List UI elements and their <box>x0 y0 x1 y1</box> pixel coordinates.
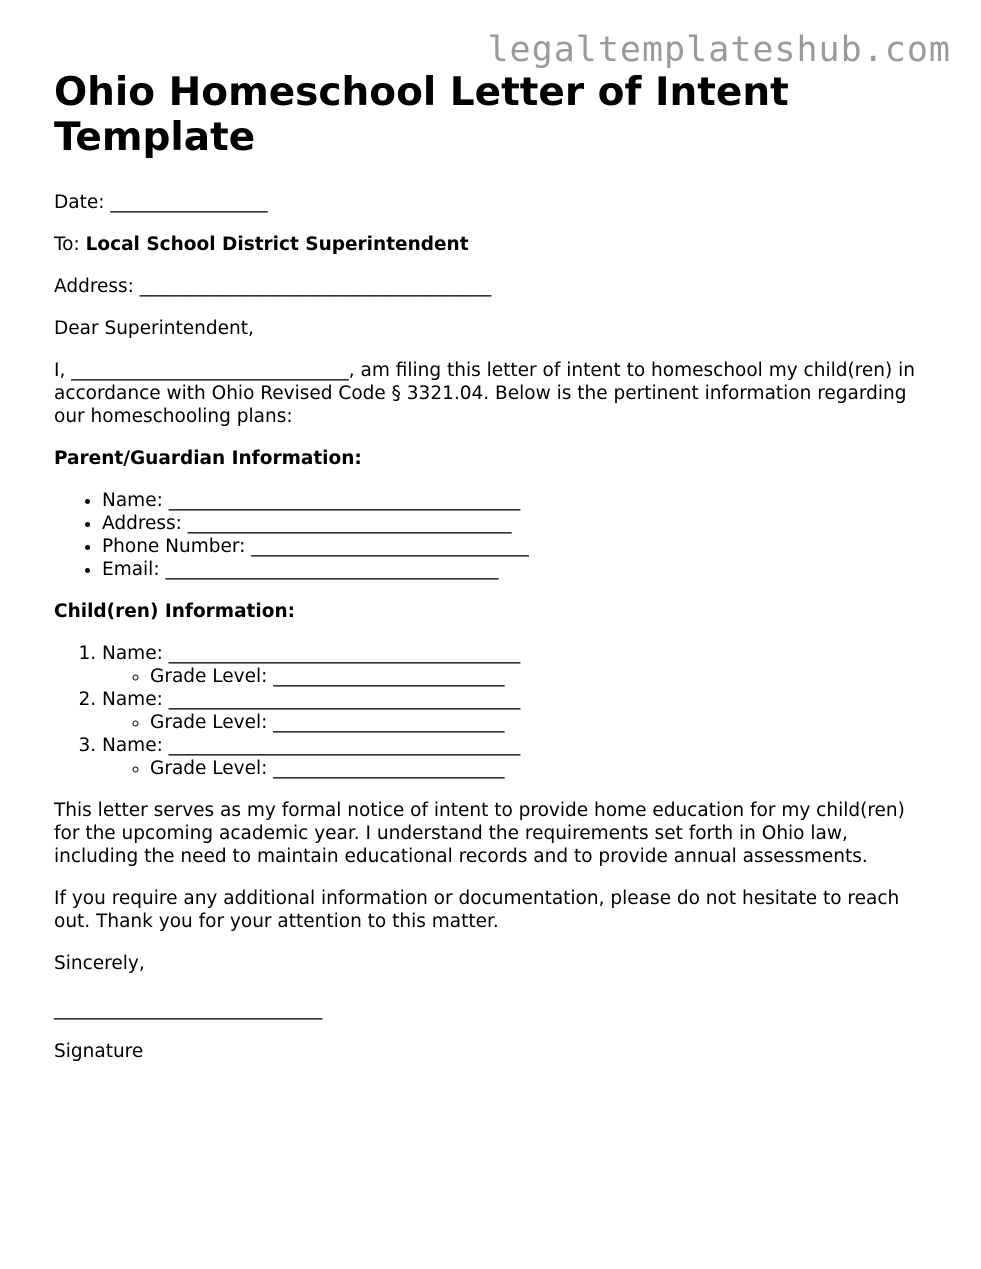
child-sublist <box>102 757 934 780</box>
notice-paragraph: This letter serves as my formal notice of intent to provide home education for my child(ren) for the upcoming academic year. I understand the requirements set forth in Ohio law, including the need to maintain educational records and to provide annual assessments. <box>54 800 905 867</box>
signature-label: Signature <box>54 1041 144 1062</box>
children-info-list <box>54 642 934 780</box>
recipient-label: To: <box>54 234 80 255</box>
parent-address-field: • Address: ___________________________________ <box>102 512 934 535</box>
intro-paragraph: I, ______________________________, am filing this letter of intent to homeschool my child(ren) in accordance with Ohio Revised Code § 3321.04. Below is the pertinent information regarding our homeschooling plans: <box>54 360 915 427</box>
closing: Sincerely, <box>54 953 145 974</box>
parent-name-field: • Name: ______________________________________ <box>102 489 934 512</box>
recipient-line <box>54 233 934 256</box>
parent-info-list <box>54 489 934 581</box>
document-title: Ohio Homeschool Letter of Intent Template <box>54 70 789 160</box>
recipient-value: Local School District Superintendent <box>85 234 469 255</box>
watermark-text: legaltemplateshub.com <box>487 30 951 70</box>
child-grade-field: ◦ Grade Level: _________________________ <box>150 711 934 734</box>
document-body <box>54 70 934 1082</box>
child-name-field: Name: ______________________________________ <box>102 643 521 664</box>
child-sublist <box>102 711 934 734</box>
child-name-field: Name: ______________________________________ <box>102 689 521 710</box>
children-section-heading: Child(ren) Information: <box>54 601 296 622</box>
child-grade-field: ◦ Grade Level: _________________________ <box>150 665 934 688</box>
salutation: Dear Superintendent, <box>54 318 254 339</box>
parent-section-heading: Parent/Guardian Information: <box>54 448 362 469</box>
contact-paragraph: If you require any additional information or documentation, please do not hesitate to reach out. Thank you for your attention to this matter. <box>54 888 900 932</box>
child-sublist <box>102 665 934 688</box>
address-line: Address: ______________________________________ <box>54 276 492 297</box>
child-grade-field: ◦ Grade Level: _________________________ <box>150 757 934 780</box>
child-item <box>102 642 934 688</box>
child-item <box>102 734 934 780</box>
parent-phone-field: • Phone Number: ______________________________ <box>102 535 934 558</box>
date-line: Date: _________________ <box>54 192 268 213</box>
child-item <box>102 688 934 734</box>
parent-email-field: • Email: ____________________________________ <box>102 558 934 581</box>
signature-line: _____________________________ <box>54 999 323 1020</box>
child-name-field: Name: ______________________________________ <box>102 735 521 756</box>
